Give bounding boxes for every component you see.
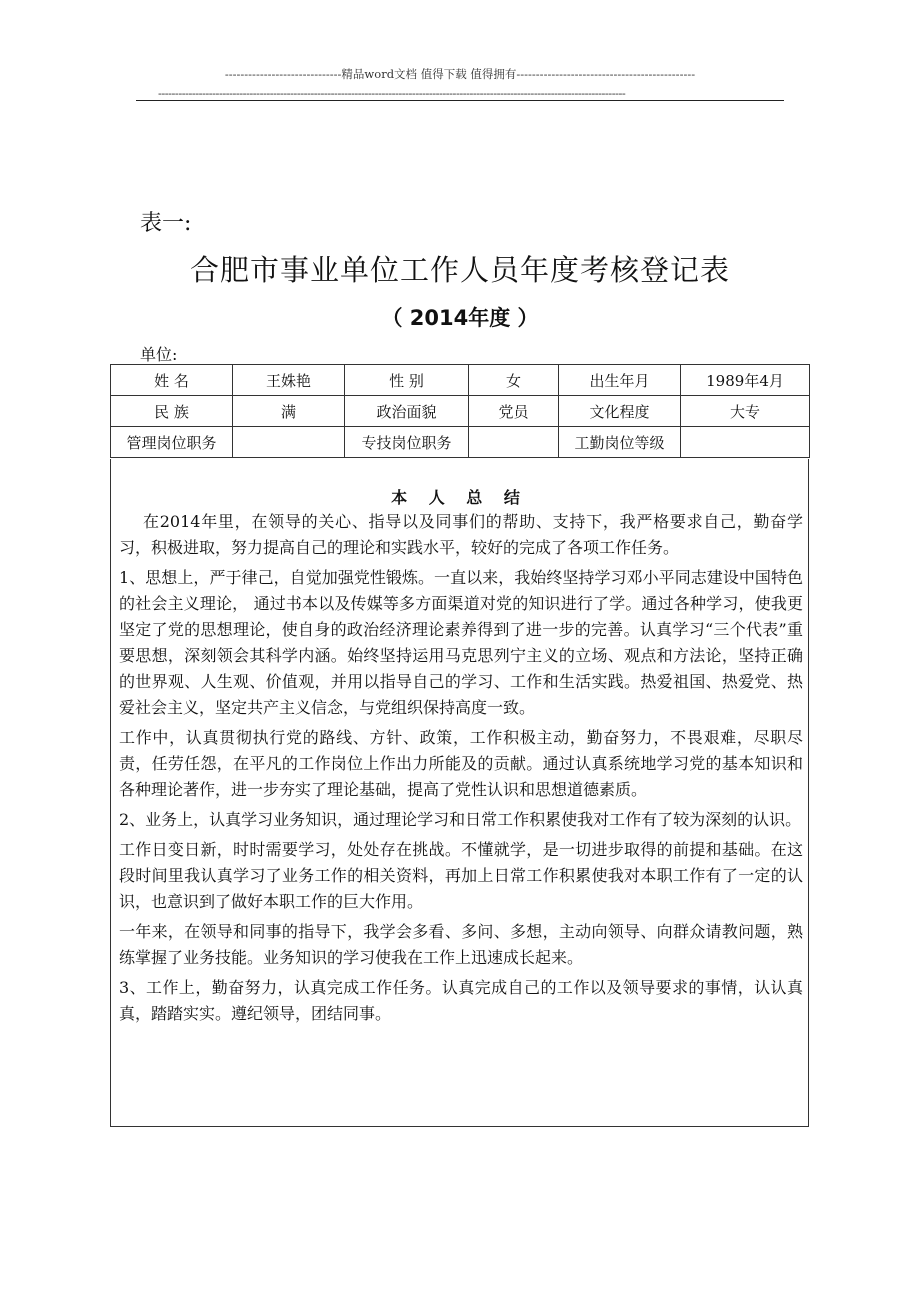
education-label: 文化程度	[559, 396, 681, 427]
table-row	[111, 365, 810, 396]
birth-value: 1989年4月	[681, 365, 810, 396]
worker-grade-label: 工勤岗位等级	[559, 427, 681, 458]
summary-paragraph: 1、思想上，严于律己，自觉加强党性锻炼。一直以来，我始终坚持学习邓小平同志建设中国特色的社会主义理论， 通过书本以及传媒等多方面渠道对党的知识进行了学。通过各种学习，使我更坚定了党的思想理论，使自身的政治经济理论素养得到了进一步的完善。认真学习“三个代表”重要思想，深刻领会其科学内涵。始终坚持运用马克思列宁主义的立场、观点和方法论，坚持正确的世界观、人生观、价值观，并用以指导自己的学习、工作和生活实践。热爱祖国、热爱党、热爱社会主义，坚定共产主义信念，与党组织保持高度一致。	[119, 568, 803, 717]
ethnicity-value: 满	[233, 396, 345, 427]
summary-paragraph: 工作日变日新，时时需要学习，处处存在挑战。不懂就学，是一切进步取得的前提和基础。在这段时间里我认真学习了业务工作的相关资料，再加上日常工作积累使我对本职工作有了一定的认识，也意识到了做好本职工作的巨大作用。	[119, 840, 803, 911]
worker-grade-value	[681, 427, 810, 458]
mgmt-post-value	[233, 427, 345, 458]
table-row	[111, 396, 810, 427]
summary-title: 本 人 总 结	[391, 488, 528, 507]
info-table	[110, 364, 810, 458]
summary-body	[119, 509, 803, 1031]
year-subtitle: （ 2014年度 ）	[381, 306, 539, 330]
tech-post-label: 专技岗位职务	[345, 427, 469, 458]
summary-paragraph: 一年来，在领导和同事的指导下，我学会多看、多问、多想，主动向领导、向群众请教问题，熟练掌握了业务技能。业务知识的学习使我在工作上迅速成长起来。	[119, 922, 803, 967]
summary-paragraph: 在2014年里，在领导的关心、指导以及同事们的帮助、支持下，我严格要求自己，勤奋学习，积极进取，努力提高自己的理论和实践水平，较好的完成了各项工作任务。	[119, 512, 803, 557]
education-value: 大专	[681, 396, 810, 427]
mgmt-post-label: 管理岗位职务	[111, 427, 233, 458]
birth-label: 出生年月	[559, 365, 681, 396]
header-banner-text: ------------------------------精品word文档 值得下载 值得拥有----------------------------------------------	[224, 67, 696, 81]
table-label: 表一:	[140, 211, 192, 236]
name-value: 王姝艳	[233, 365, 345, 396]
summary-section	[110, 459, 809, 1127]
name-label: 姓 名	[111, 365, 233, 396]
political-value: 党员	[469, 396, 559, 427]
header-divider	[136, 100, 784, 101]
page-title: 合肥市事业单位工作人员年度考核登记表	[189, 253, 730, 287]
gender-label: 性 别	[345, 365, 469, 396]
summary-paragraph: 2、业务上，认真学习业务知识，通过理论学习和日常工作积累使我对工作有了较为深刻的认识。	[119, 810, 802, 829]
gender-value: 女	[469, 365, 559, 396]
header-dash-line: ------------------------------------------------------------------------------------------------------------------------------------------	[158, 86, 626, 100]
ethnicity-label: 民 族	[111, 396, 233, 427]
tech-post-value	[469, 427, 559, 458]
summary-paragraph: 3、工作上，勤奋努力，认真完成工作任务。认真完成自己的工作以及领导要求的事情，认认真真，踏踏实实。遵纪领导，团结同事。	[119, 978, 803, 1023]
political-label: 政治面貌	[345, 396, 469, 427]
summary-paragraph: 工作中，认真贯彻执行党的路线、方针、政策，工作积极主动，勤奋努力，不畏艰难，尽职尽责，任劳任怨，在平凡的工作岗位上作出力所能及的贡献。通过认真系统地学习党的基本知识和各种理论著作，进一步夯实了理论基础，提高了党性认识和思想道德素质。	[119, 728, 803, 799]
table-row	[111, 427, 810, 458]
unit-label: 单位:	[140, 345, 178, 364]
